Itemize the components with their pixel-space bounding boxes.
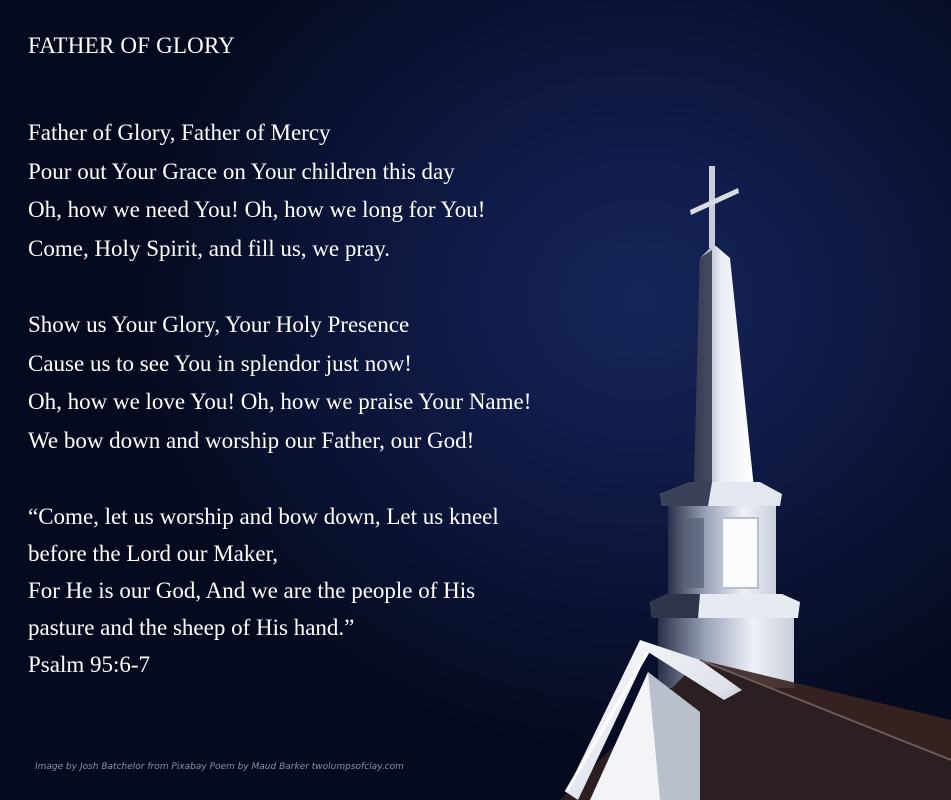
scripture-line: before the Lord our Maker, — [28, 541, 279, 566]
poem-line: Oh, how we love You! Oh, how we praise Your Name! — [28, 389, 532, 414]
poem-line: Show us Your Glory, Your Holy Presence — [28, 312, 410, 337]
scripture-line: “Come, let us worship and bow down, Let us kneel — [28, 504, 499, 529]
scripture-line: For He is our God, And we are the people of His — [28, 578, 476, 603]
poem-line: Father of Glory, Father of Mercy — [28, 120, 331, 145]
scripture-reference: Psalm 95:6-7 — [28, 652, 151, 677]
cross-icon — [690, 166, 739, 248]
poem-line: Cause us to see You in splendor just now! — [28, 350, 412, 376]
poem-line: Pour out Your Grace on Your children this day — [28, 158, 455, 184]
poem-line: We bow down and worship our Father, our God! — [28, 427, 475, 453]
stanza-1 — [28, 114, 688, 268]
poem-line: Oh, how we need You! Oh, how we long for You! — [28, 197, 486, 222]
stanza-2 — [28, 306, 688, 460]
poem-line: Come, Holy Spirit, and fill us, we pray. — [28, 235, 390, 261]
scripture-quote — [28, 498, 688, 683]
poem-title: FATHER OF GLORY — [28, 33, 236, 58]
scripture-line: pasture and the sheep of His hand.” — [28, 615, 355, 640]
image-credit: Image by Josh Batchelor from Pixabay Poem by Maud Barker twolumpsofclay.com — [35, 762, 404, 772]
poem — [28, 30, 688, 721]
